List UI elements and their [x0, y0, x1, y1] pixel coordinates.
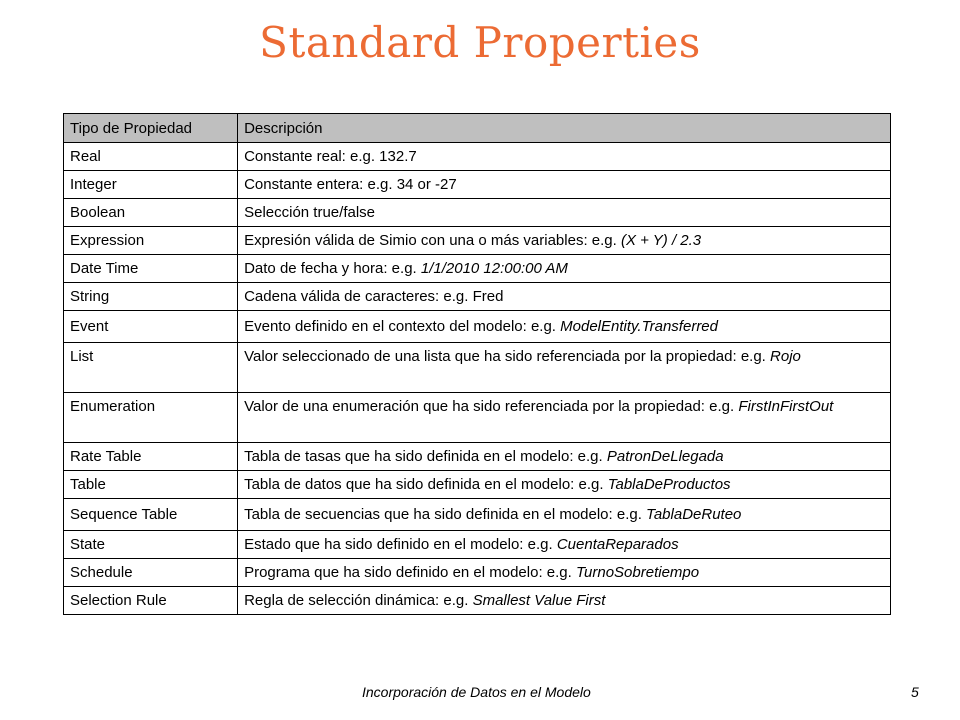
description-text: Constante real: e.g. 132.7 — [244, 148, 417, 165]
cell-description — [238, 393, 891, 443]
cell-description — [238, 283, 891, 311]
description-example: ModelEntity.Transferred — [560, 318, 718, 335]
cell-description — [238, 199, 891, 227]
cell-type: Event — [64, 311, 238, 343]
table-row — [64, 587, 891, 615]
table-row — [64, 531, 891, 559]
description-text: Regla de selección dinámica: e.g. — [244, 592, 473, 609]
cell-description — [238, 311, 891, 343]
cell-type: Enumeration — [64, 393, 238, 443]
header-description: Descripción — [238, 114, 891, 143]
description-text: Valor de una enumeración que ha sido referenciada por la propiedad: e.g. — [244, 398, 739, 415]
cell-description — [238, 227, 891, 255]
description-example: CuentaReparados — [556, 536, 679, 553]
cell-type: Selection Rule — [64, 587, 238, 615]
cell-description — [238, 587, 891, 615]
cell-type: State — [64, 531, 238, 559]
cell-description — [238, 343, 891, 393]
table-row — [64, 283, 891, 311]
description-example: (X + Y) / 2.3 — [620, 232, 702, 249]
description-example: TablaDeProductos — [607, 476, 731, 493]
cell-type: Date Time — [64, 255, 238, 283]
table-row — [64, 471, 891, 499]
table-row — [64, 311, 891, 343]
cell-type: Schedule — [64, 559, 238, 587]
table-row — [64, 171, 891, 199]
cell-description — [238, 143, 891, 171]
description-example: PatronDeLlegada — [606, 448, 724, 465]
cell-type: Expression — [64, 227, 238, 255]
cell-type: String — [64, 283, 238, 311]
cell-type: Boolean — [64, 199, 238, 227]
page-number: 5 — [911, 684, 919, 700]
slide-title: Standard Properties — [259, 18, 701, 67]
table-row — [64, 199, 891, 227]
description-example: FirstInFirstOut — [738, 398, 834, 415]
table-header-row — [64, 114, 891, 143]
table-row — [64, 393, 891, 443]
cell-type: List — [64, 343, 238, 393]
table-row — [64, 255, 891, 283]
description-text: Dato de fecha y hora: e.g. — [244, 260, 421, 277]
cell-description — [238, 499, 891, 531]
table-row — [64, 499, 891, 531]
cell-type: Table — [64, 471, 238, 499]
cell-description — [238, 471, 891, 499]
footer-text: Incorporación de Datos en el Modelo — [362, 684, 591, 700]
cell-type: Real — [64, 143, 238, 171]
description-example: 1/1/2010 12:00:00 AM — [420, 260, 568, 277]
description-text: Expresión válida de Simio con una o más variables: e.g. — [244, 232, 621, 249]
properties-table — [63, 113, 891, 615]
table-row — [64, 143, 891, 171]
description-example: Smallest Value First — [472, 592, 606, 609]
cell-description — [238, 443, 891, 471]
table-row — [64, 227, 891, 255]
cell-type: Integer — [64, 171, 238, 199]
cell-type: Sequence Table — [64, 499, 238, 531]
description-example: Rojo — [770, 348, 801, 365]
description-text: Programa que ha sido definido en el modelo: e.g. — [244, 564, 576, 581]
description-text: Valor seleccionado de una lista que ha sido referenciada por la propiedad: e.g. — [244, 348, 771, 365]
description-text: Evento definido en el contexto del modelo: e.g. — [244, 318, 561, 335]
description-example: TurnoSobretiempo — [575, 564, 700, 581]
description-text: Cadena válida de caracteres: e.g. Fred — [244, 288, 504, 305]
description-example: TablaDeRuteo — [646, 506, 742, 523]
description-text: Constante entera: e.g. 34 or -27 — [244, 176, 457, 193]
cell-description — [238, 255, 891, 283]
cell-description — [238, 171, 891, 199]
cell-description — [238, 531, 891, 559]
table-row — [64, 559, 891, 587]
cell-type: Rate Table — [64, 443, 238, 471]
cell-description — [238, 559, 891, 587]
table-row — [64, 343, 891, 393]
description-text: Selección true/false — [244, 204, 375, 221]
description-text: Estado que ha sido definido en el modelo: e.g. — [244, 536, 557, 553]
header-type: Tipo de Propiedad — [64, 114, 238, 143]
description-text: Tabla de tasas que ha sido definida en el modelo: e.g. — [244, 448, 607, 465]
description-text: Tabla de secuencias que ha sido definida en el modelo: e.g. — [244, 506, 647, 523]
description-text: Tabla de datos que ha sido definida en el modelo: e.g. — [244, 476, 608, 493]
table-row — [64, 443, 891, 471]
